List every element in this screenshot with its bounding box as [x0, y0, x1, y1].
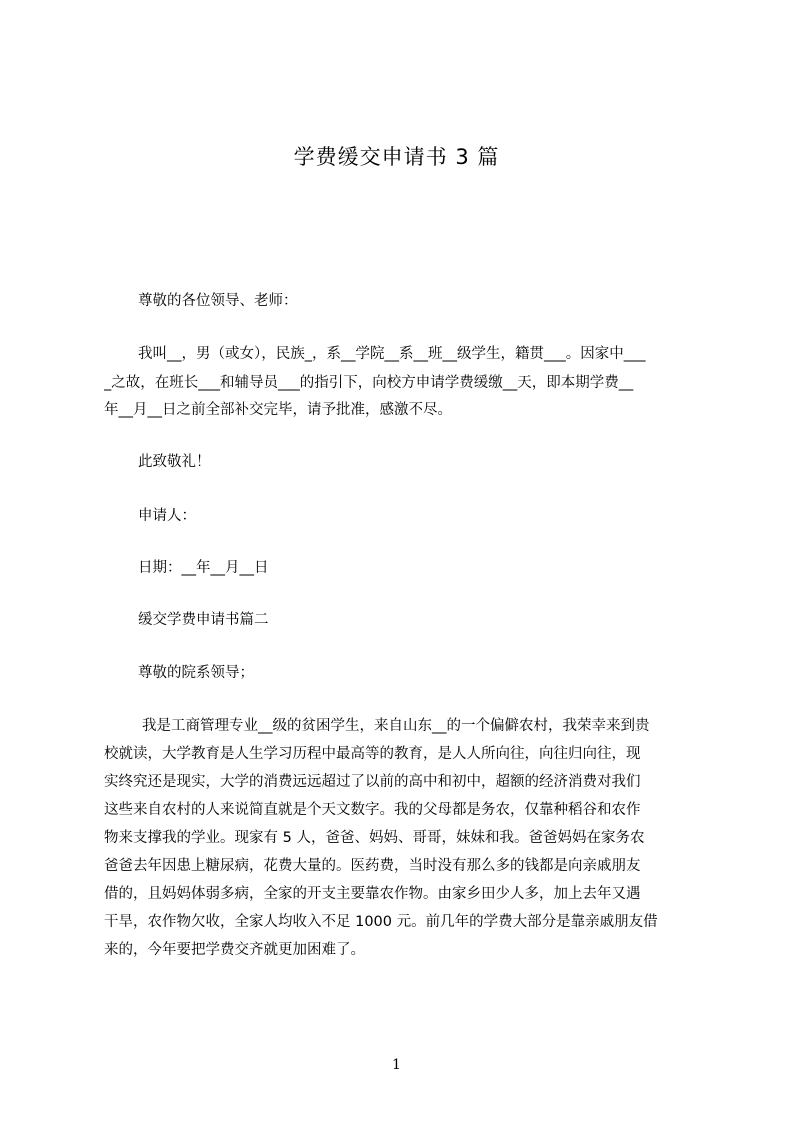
letter2-body-line: 校就读，大学教育是人生学习历程中最高等的教育，是人人所向往，向往归向往，现: [104, 746, 641, 762]
letter2-body-line: 实终究还是现实，大学的消费远远超过了以前的高中和初中，超额的经济消费对我们: [104, 774, 641, 790]
letter2-body-line: 爸爸去年因患上糖尿病，花费大量的。医药费，当时没有那么多的钱都是向亲戚朋友: [104, 858, 641, 874]
letter2-body-line: 借的，且妈妈体弱多病，全家的开支主要靠农作物。由家乡田少人多，加上去年又遇: [104, 886, 641, 902]
letter1-closing: 此致敬礼！: [138, 454, 211, 470]
document-title: 学费缓交申请书 3 篇: [293, 145, 500, 169]
letter2-salutation: 尊敬的院系领导；: [138, 665, 254, 681]
page-number: 1: [392, 1057, 401, 1073]
letter2-body-line: 干旱，农作物欠收，全家人均收入不足 1000 元。前几年的学费大部分是靠亲戚朋友借: [104, 914, 658, 930]
letter1-applicant: 申请人：: [138, 508, 196, 524]
letter2-body-line: 来的，今年要把学费交齐就更加困难了。: [104, 942, 365, 958]
letter2-body-line: 这些来自农村的人来说简直就是个天文数字。我的父母都是务农，仅靠种稻谷和农作: [104, 802, 641, 818]
letter1-body-line: 年__月__日之前全部补交完毕，请予批准，感激不尽。: [104, 402, 452, 418]
letter1-body-line: 我叫__，男（或女），民族_，系__学院__系__班__级学生，籍贯___。因家中___: [138, 346, 646, 362]
letter1-date: 日期：__年__月__日: [138, 560, 269, 576]
letter1-salutation: 尊敬的各位领导、老师：: [138, 293, 298, 309]
letter2-body-line: 我是工商管理专业__级的贫困学生，来自山东__的一个偏僻农村，我荣幸来到贵: [142, 718, 650, 734]
letter2-heading: 缓交学费申请书篇二: [138, 612, 269, 628]
letter1-body-line: _之故，在班长___和辅导员___的指引下，向校方申请学费缓缴__天，即本期学费__: [104, 375, 634, 391]
letter2-body-line: 物来支撑我的学业。现家有 5 人，爸爸、妈妈、哥哥，妹妹和我。爸爸妈妈在家务农: [104, 830, 645, 846]
